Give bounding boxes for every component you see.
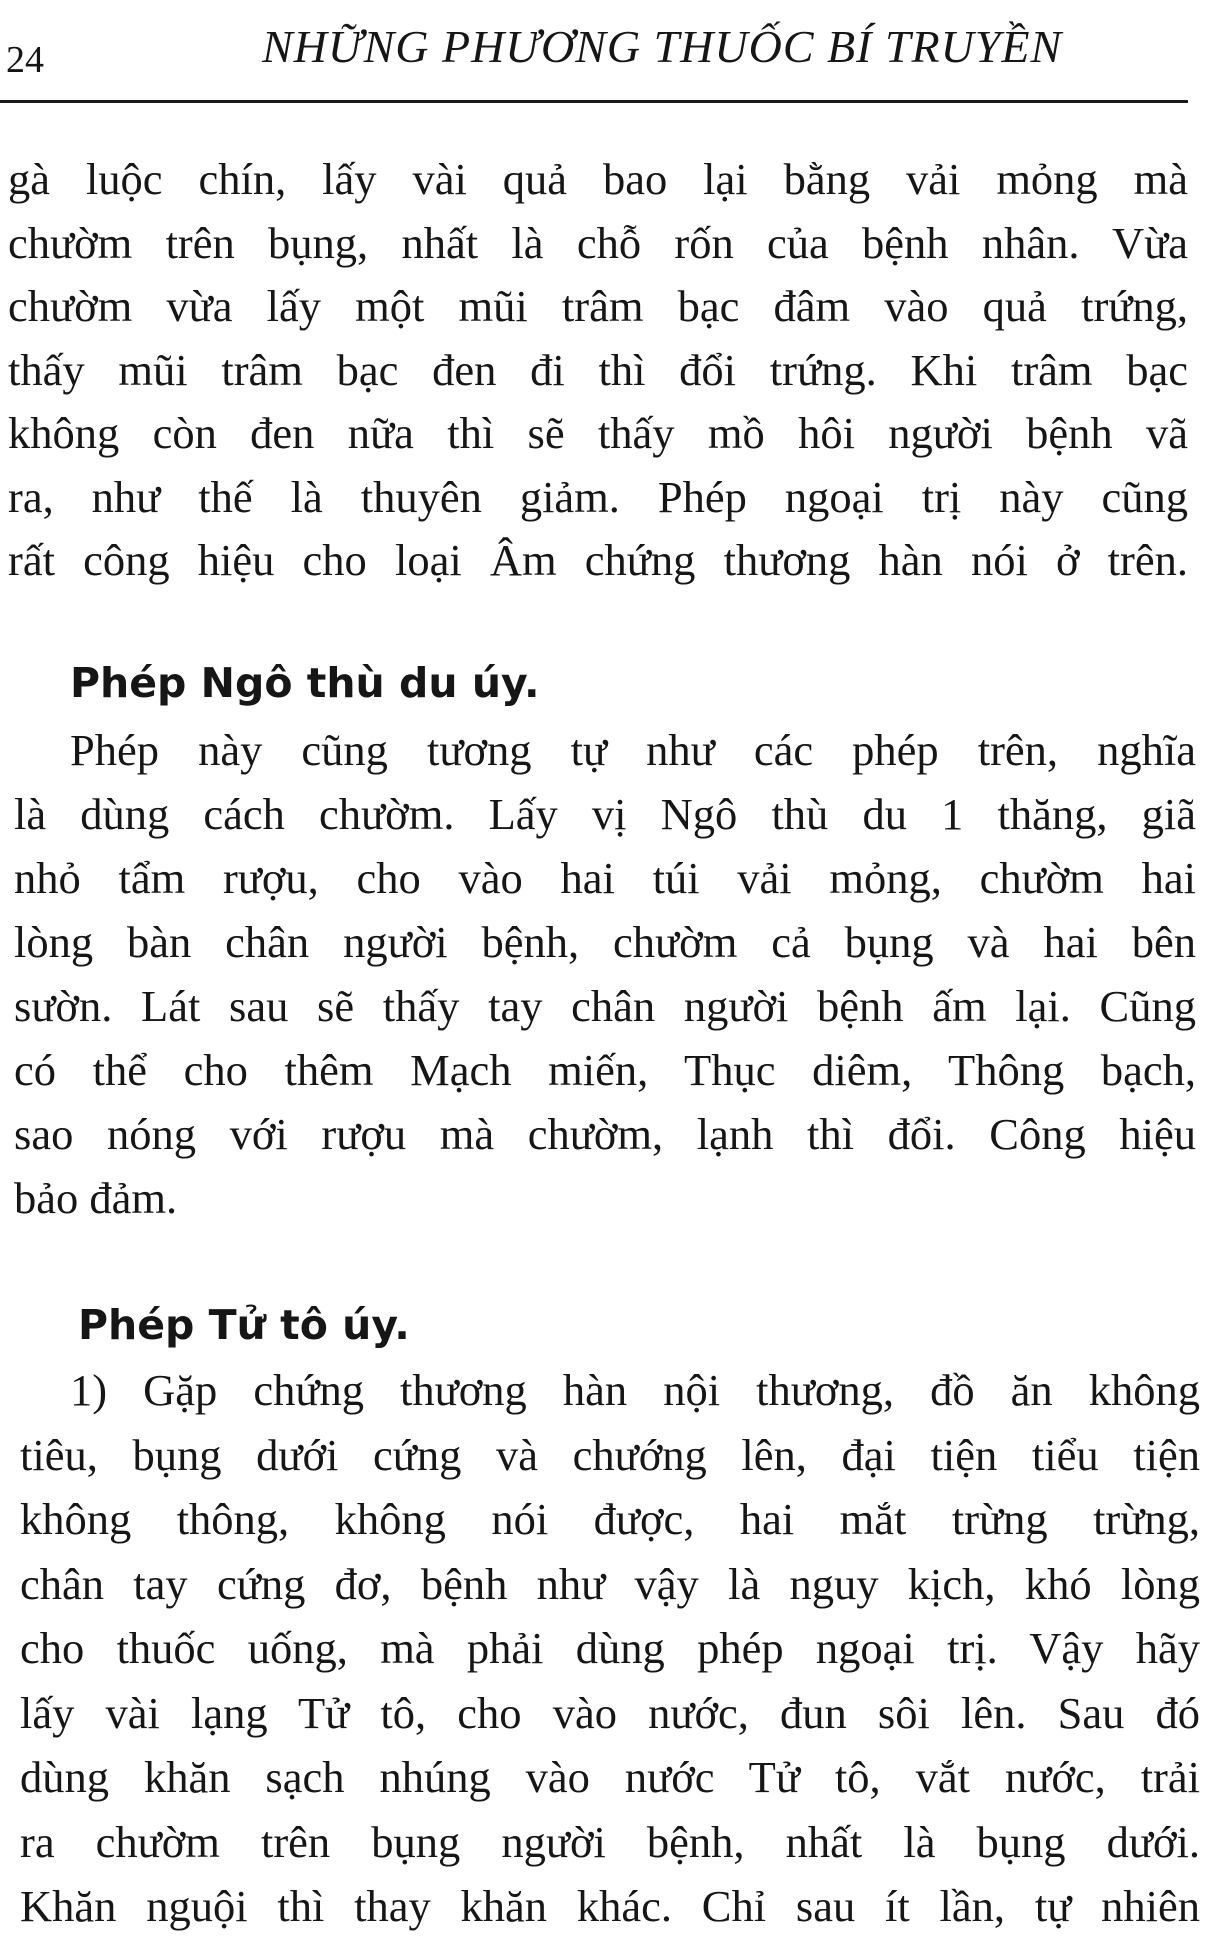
- paragraph-continued: [8, 148, 1188, 593]
- text-line: nhỏ tẩm rượu, cho vào hai túi vải mỏng, chườm hai: [14, 853, 1196, 903]
- text-line: chườm vừa lấy một mũi trâm bạc đâm vào quả trứng,: [8, 281, 1188, 331]
- text-line: ra, như thế là thuyên giảm. Phép ngoại trị này cũng: [8, 471, 1188, 522]
- text-line: gà luộc chín, lấy vài quả bao lại bằng vải mỏng mà: [8, 154, 1188, 204]
- running-title: NHỮNG PHƯƠNG THUỐC BÍ TRUYỀN: [262, 21, 1063, 72]
- text-line: có thể cho thêm Mạch miến, Thục diêm, Thông bạch,: [14, 1045, 1196, 1095]
- text-line: chườm trên bụng, nhất là chỗ rốn của bệnh nhân. Vừa: [8, 217, 1188, 268]
- text-line: là dùng cách chườm. Lấy vị Ngô thù du 1 thăng, giã: [14, 789, 1196, 839]
- text-line: lấy vài lạng Tử tô, cho vào nước, đun sôi lên. Sau đó: [20, 1687, 1200, 1738]
- text-line: dùng khăn sạch nhúng vào nước Tử tô, vắt nước, trải: [20, 1752, 1200, 1802]
- text-line: chân tay cứng đơ, bệnh như vậy là nguy kịch, khó lòng: [20, 1558, 1200, 1609]
- page-header: [0, 10, 1216, 100]
- text-line: Phép này cũng tương tự như các phép trên, nghĩa: [70, 725, 1196, 775]
- text-line: không còn đen nữa thì sẽ thấy mồ hôi người bệnh vã: [8, 408, 1188, 458]
- text-line: Khăn nguội thì thay khăn khác. Chỉ sau ít lần, tự nhiên: [20, 1881, 1200, 1931]
- text-line: sao nóng với rượu mà chườm, lạnh thì đổi. Công hiệu: [14, 1109, 1196, 1159]
- header-rule: [0, 100, 1188, 103]
- text-line: 1) Gặp chứng thương hàn nội thương, đồ ăn không: [70, 1365, 1200, 1415]
- text-line: tiêu, bụng dưới cứng và chướng lên, đại tiện tiểu tiện: [20, 1429, 1200, 1480]
- text-line: ra chườm trên bụng người bệnh, nhất là bụng dưới.: [20, 1816, 1200, 1867]
- text-line: rất công hiệu cho loại Âm chứng thương hàn nói ở trên.: [8, 535, 1188, 585]
- section-heading: Phép Ngô thù du úy.: [70, 659, 540, 707]
- section-paragraph: [20, 1358, 1200, 1939]
- text-line: không thông, không nói được, hai mắt trừng trừng,: [20, 1494, 1200, 1544]
- section-paragraph: [14, 718, 1196, 1230]
- text-line: lòng bàn chân người bệnh, chườm cả bụng và hai bên: [14, 917, 1196, 967]
- text-line: cho thuốc uống, mà phải dùng phép ngoại trị. Vậy hãy: [20, 1623, 1200, 1673]
- text-line: bảo đảm.: [14, 1173, 178, 1223]
- section-heading: Phép Tử tô úy.: [78, 1301, 410, 1349]
- text-line: thấy mũi trâm bạc đen đi thì đổi trứng. Khi trâm bạc: [8, 344, 1188, 395]
- text-line: sườn. Lát sau sẽ thấy tay chân người bệnh ấm lại. Cũng: [14, 981, 1196, 1031]
- page-number: 24: [6, 39, 44, 81]
